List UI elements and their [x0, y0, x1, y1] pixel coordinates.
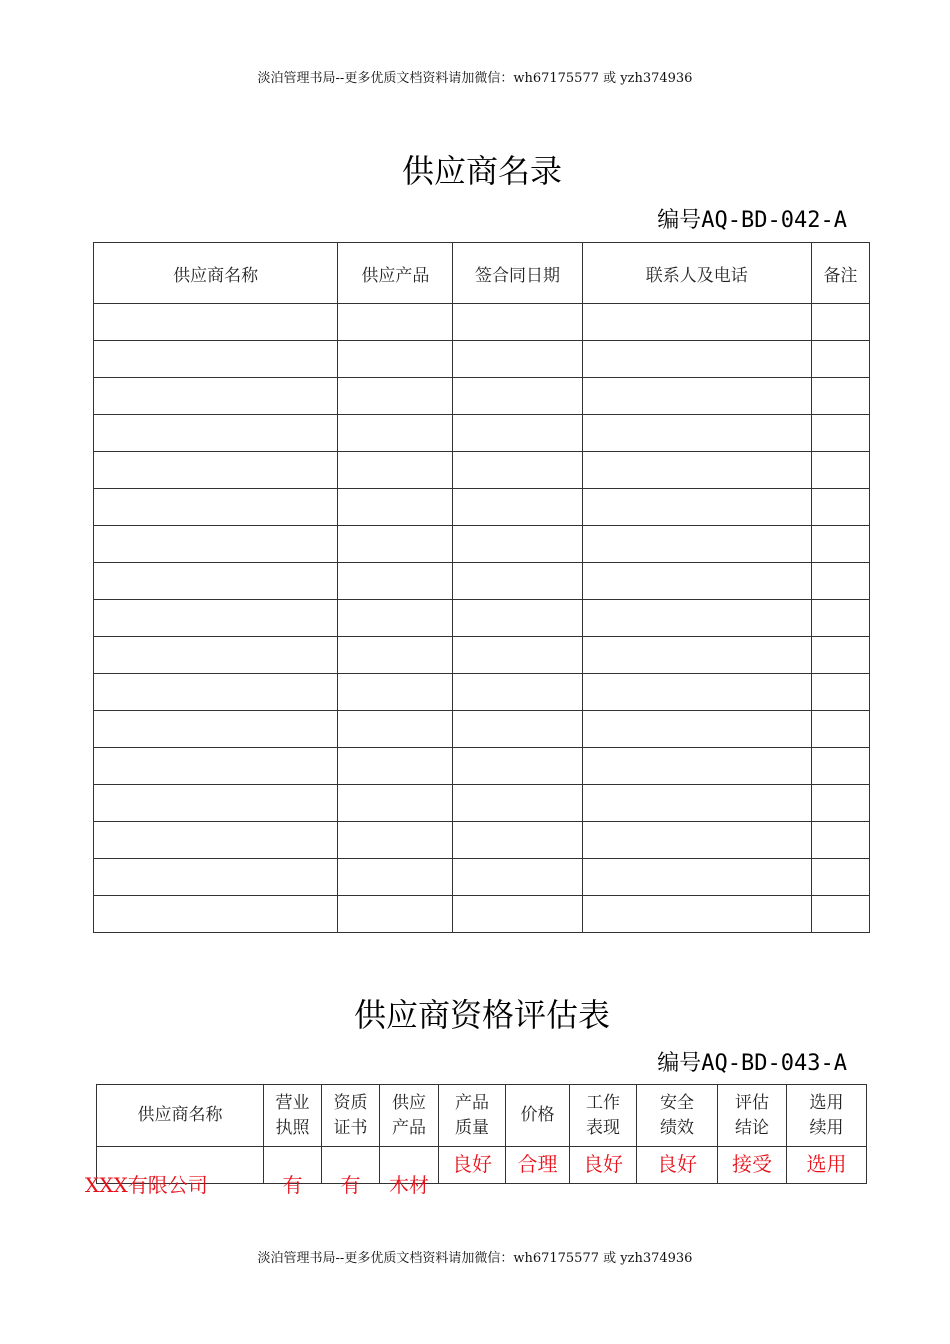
cell-price: 合理: [506, 1147, 570, 1184]
table-row: [94, 526, 870, 563]
table-cell: [338, 304, 453, 341]
table-cell: [338, 637, 453, 674]
table-cell: [811, 304, 869, 341]
table-cell: [338, 600, 453, 637]
table-cell: [338, 785, 453, 822]
table-cell: [453, 563, 582, 600]
table-cell: [453, 526, 582, 563]
table-row: [94, 452, 870, 489]
table-cell: [338, 748, 453, 785]
table-cell: [811, 785, 869, 822]
table-cell: [811, 711, 869, 748]
table-cell: [453, 674, 582, 711]
table-header-row: [97, 1085, 867, 1147]
table-cell: [582, 452, 811, 489]
table-cell: [811, 859, 869, 896]
table-cell: [811, 748, 869, 785]
table-cell: [811, 563, 869, 600]
table-cell: [94, 637, 338, 674]
column-header-conclusion: 评估 结论: [718, 1085, 787, 1147]
table-cell: [582, 896, 811, 933]
table-cell: [582, 526, 811, 563]
table-cell: [582, 859, 811, 896]
table-cell: [453, 415, 582, 452]
table-cell: [94, 674, 338, 711]
table-cell: [338, 489, 453, 526]
column-header-certificate: 资质 证书: [322, 1085, 380, 1147]
column-header: 联系人及电话: [582, 243, 811, 304]
cell-safety: 良好: [637, 1147, 718, 1184]
table-cell: [453, 785, 582, 822]
directory-code: 编号AQ-BD-042-A: [657, 208, 847, 233]
header-note: 淡泊管理书局--更多优质文档资料请加微信：wh67175577 或 yzh374936: [257, 71, 693, 86]
table-cell: [338, 452, 453, 489]
cell-certificate: 有: [322, 1147, 380, 1184]
table-cell: [582, 785, 811, 822]
table-cell: [582, 748, 811, 785]
cell-product: 木材: [380, 1147, 439, 1184]
table-cell: [94, 896, 338, 933]
cell-performance: 良好: [570, 1147, 637, 1184]
column-header-license: 营业 执照: [264, 1085, 322, 1147]
table-cell: [94, 341, 338, 378]
table-cell: [453, 600, 582, 637]
cell-license: 有: [264, 1147, 322, 1184]
evaluation-title: 供应商资格评估表: [353, 996, 610, 1034]
table-cell: [338, 415, 453, 452]
table-cell: [94, 452, 338, 489]
table-cell: [811, 600, 869, 637]
table-cell: [338, 822, 453, 859]
table-cell: [811, 341, 869, 378]
table-body: [94, 304, 870, 933]
column-header: 签合同日期: [453, 243, 582, 304]
cell-supplier-name: XXX有限公司: [97, 1147, 264, 1184]
table-cell: [338, 378, 453, 415]
cell-selection: 选用: [787, 1147, 867, 1184]
table-row: [94, 600, 870, 637]
supplier-directory-table: [93, 242, 870, 933]
table-cell: [453, 452, 582, 489]
directory-title: 供应商名录: [401, 152, 562, 190]
table-row: [94, 785, 870, 822]
table-cell: [811, 822, 869, 859]
table-row: [94, 563, 870, 600]
table-cell: [338, 341, 453, 378]
table-cell: [94, 711, 338, 748]
table-row: [94, 748, 870, 785]
table-cell: [811, 674, 869, 711]
table-cell: [94, 489, 338, 526]
table-cell: [338, 563, 453, 600]
table-cell: [94, 600, 338, 637]
table-row: [94, 711, 870, 748]
evaluation-code: 编号AQ-BD-043-A: [657, 1051, 847, 1076]
column-header: 备注: [811, 243, 869, 304]
column-header: 供应产品: [338, 243, 453, 304]
table-cell: [582, 637, 811, 674]
column-header-performance: 工作 表现: [570, 1085, 637, 1147]
table-cell: [811, 452, 869, 489]
table-cell: [811, 896, 869, 933]
table-row: [94, 822, 870, 859]
table-cell: [811, 489, 869, 526]
table-cell: [94, 563, 338, 600]
table-cell: [453, 896, 582, 933]
column-header: 供应商名称: [94, 243, 338, 304]
table-cell: [94, 859, 338, 896]
table-cell: [94, 415, 338, 452]
column-header-price: 价格: [506, 1085, 570, 1147]
table-cell: [338, 674, 453, 711]
table-cell: [94, 304, 338, 341]
table-cell: [582, 674, 811, 711]
table-cell: [582, 415, 811, 452]
table-cell: [338, 896, 453, 933]
table-cell: [582, 600, 811, 637]
table-cell: [582, 711, 811, 748]
footer-note: 淡泊管理书局--更多优质文档资料请加微信：wh67175577 或 yzh374936: [257, 1251, 693, 1266]
table-row: [94, 674, 870, 711]
table-row: [94, 304, 870, 341]
table-row: [94, 378, 870, 415]
table-cell: [582, 378, 811, 415]
table-cell: [582, 304, 811, 341]
table-cell: [582, 341, 811, 378]
table-row: [94, 341, 870, 378]
table-cell: [453, 822, 582, 859]
supplier-evaluation-table: [85, 1084, 867, 1197]
table-cell: [94, 378, 338, 415]
column-header-safety: 安全 绩效: [637, 1085, 718, 1147]
table-cell: [453, 378, 582, 415]
table-cell: [811, 378, 869, 415]
table-cell: [582, 563, 811, 600]
table-cell: [453, 748, 582, 785]
table-cell: [338, 711, 453, 748]
column-header-product: 供应 产品: [380, 1085, 439, 1147]
table-row: [94, 896, 870, 933]
column-header-supplier-name: 供应商名称: [97, 1085, 264, 1147]
table-cell: [582, 489, 811, 526]
table-cell: [453, 711, 582, 748]
table-row: [94, 415, 870, 452]
table-cell: [453, 859, 582, 896]
table-row: [94, 637, 870, 674]
column-header-quality: 产品 质量: [439, 1085, 506, 1147]
table-cell: [94, 822, 338, 859]
table-row: [94, 859, 870, 896]
table-cell: [94, 785, 338, 822]
table-cell: [811, 526, 869, 563]
table-cell: [338, 526, 453, 563]
table-cell: [453, 637, 582, 674]
table-cell: [453, 341, 582, 378]
table-cell: [338, 859, 453, 896]
column-header-selection: 选用 续用: [787, 1085, 867, 1147]
table-cell: [582, 822, 811, 859]
table-cell: [94, 748, 338, 785]
table-cell: [453, 304, 582, 341]
table-row: [97, 1147, 867, 1184]
table-row: [94, 489, 870, 526]
table-cell: [811, 637, 869, 674]
table-header-row: [94, 243, 870, 304]
cell-conclusion: 接受: [718, 1147, 787, 1184]
cell-quality: 良好: [439, 1147, 506, 1184]
table-cell: [453, 489, 582, 526]
table-cell: [94, 526, 338, 563]
table-cell: [811, 415, 869, 452]
